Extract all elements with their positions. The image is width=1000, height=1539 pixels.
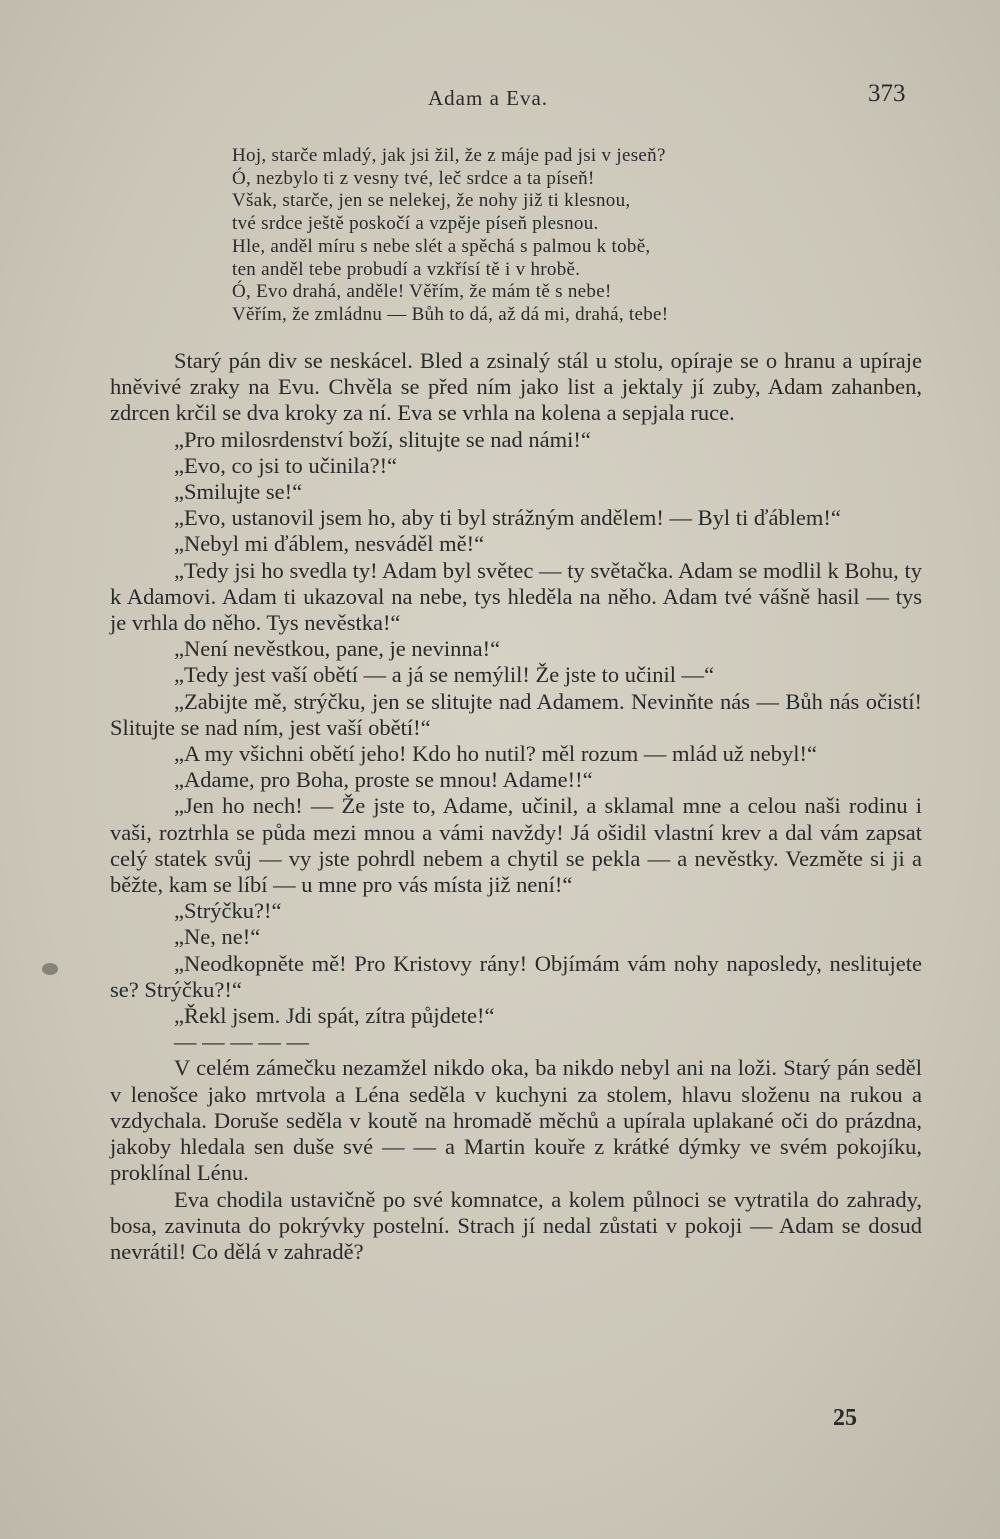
verse-line: Ó, nezbylo ti z vesny tvé, leč srdce a ta píseň!: [232, 167, 595, 189]
verse-block: [232, 145, 852, 327]
page-header: [0, 80, 1000, 120]
page-number: 373: [868, 80, 906, 107]
paragraph: „Pro milosrdenství boží, slitujte se nad námi!“: [174, 426, 591, 452]
verse-line: ten anděl tebe probudí a vzkřísí tě i v hrobě.: [232, 258, 581, 280]
paragraph: Eva chodila ustavičně po své komnatce, a kolem půlnoci se vytratila do zahrady, bosa, zavinuta do pokrývky postelní. Strach jí nedal zůstati v pokoji — Adam se dosud nevrátil! Co dělá v zahradě?: [110, 1186, 922, 1264]
paragraph: „A my všichni obětí jeho! Kdo ho nutil? měl rozum — mlád už nebyl!“: [174, 741, 817, 767]
signature-mark: 25: [833, 1405, 857, 1431]
paragraph: „Jen ho nech! — Že jste to, Adame, učinil, a sklamal mne a celou naši rodinu i vaši, roztrhla se půda mezi mnou a vámi navždy! Já ošidil vlastní krev a dal vám zapsat celý statek svůj — vy jste pohrdl nebem a chytil se pekla — a nevěstky. Vezměte si ji a běžte, kam se líbí — u mne pro vás místa již není!“: [110, 793, 922, 898]
paragraph: V celém zámečku nezamžel nikdo oka, ba nikdo nebyl ani na loži. Starý pán seděl v lenošce jako mrtvola a Léna seděla v kuchyni za stolem, hlavu složenu na rukou a vzdychala. Doruše seděla v koutě na hromadě měchů a upírala uplakané oči do prázdna, jakoby hledala sen duše své — — a Martin kouře z krátké dýmky ve svém pokojíku, proklínal Lénu.: [110, 1055, 922, 1186]
paragraph: „Zabijte mě, strýčku, jen se slitujte nad Adamem. Nevinňte nás — Bůh nás očistí! Slitujte se nad ním, jest vaší obětí!“: [110, 688, 922, 740]
paragraph: „Ne, ne!“: [174, 924, 261, 950]
prose-body: [110, 348, 922, 1265]
paragraph: „Smilujte se!“: [174, 479, 303, 505]
paragraph: „Evo, ustanovil jsem ho, aby ti byl strážným andělem! — Byl ti ďáblem!“: [174, 505, 841, 531]
verse-line: Ó, Evo drahá, anděle! Věřím, že mám tě s nebe!: [232, 281, 612, 303]
verse-line: Hoj, starče mladý, jak jsi žil, že z máje pad jsi v jeseň?: [232, 145, 666, 166]
paragraph: „Adame, pro Boha, proste se mnou! Adame!!“: [174, 767, 593, 793]
running-title: Adam a Eva.: [428, 86, 549, 110]
verse-line: Věřím, že zmládnu — Bůh to dá, až dá mi, drahá, tebe!: [232, 303, 669, 325]
paragraph: „Nebyl mi ďáblem, nesváděl mě!“: [174, 531, 485, 557]
paragraph: „Evo, co jsi to učinila?!“: [174, 452, 398, 478]
ink-smudge: [42, 963, 58, 975]
paragraph: „Tedy jest vaší obětí — a já se nemýlil! Že jste to učinil —“: [174, 662, 715, 688]
paragraph: „Tedy jsi ho svedla ty! Adam byl světec — ty světačka. Adam se modlil k Bohu, ty k Adamovi. Adam ti ukazoval na nebe, tys hleděla na něho. Adam tvé vášně hasil — tys je vrhla do něho. Tys nevěstka!“: [110, 557, 922, 636]
verse-line: tvé srdce ještě poskočí a vzpěje píseň plesnou.: [232, 213, 599, 235]
paragraph: „Není nevěstkou, pane, je nevinna!“: [174, 636, 501, 662]
paragraph: — — — — —: [174, 1029, 309, 1055]
paragraph: „Řekl jsem. Jdi spát, zítra půjdete!“: [174, 1003, 495, 1029]
verse-line: Však, starče, jen se nelekej, že nohy již ti klesnou,: [232, 190, 631, 212]
paragraph: Starý pán div se neskácel. Bled a zsinalý stál u stolu, opíraje se o hranu a upíraje hněvivé zraky na Evu. Chvěla se před ním jako list a jektaly jí zuby, Adam zahanben, zdrcen krčil se dva kroky za ní. Eva se vrhla na kolena a sepjala ruce.: [110, 348, 922, 426]
verse-line: Hle, anděl míru s nebe slét a spěchá s palmou k tobě,: [232, 235, 651, 257]
paragraph: „Neodkopněte mě! Pro Kristovy rány! Objímám vám nohy naposledy, neslitujete se? Strýčku?!“: [110, 950, 922, 1002]
paragraph: „Strýčku?!“: [174, 898, 282, 924]
